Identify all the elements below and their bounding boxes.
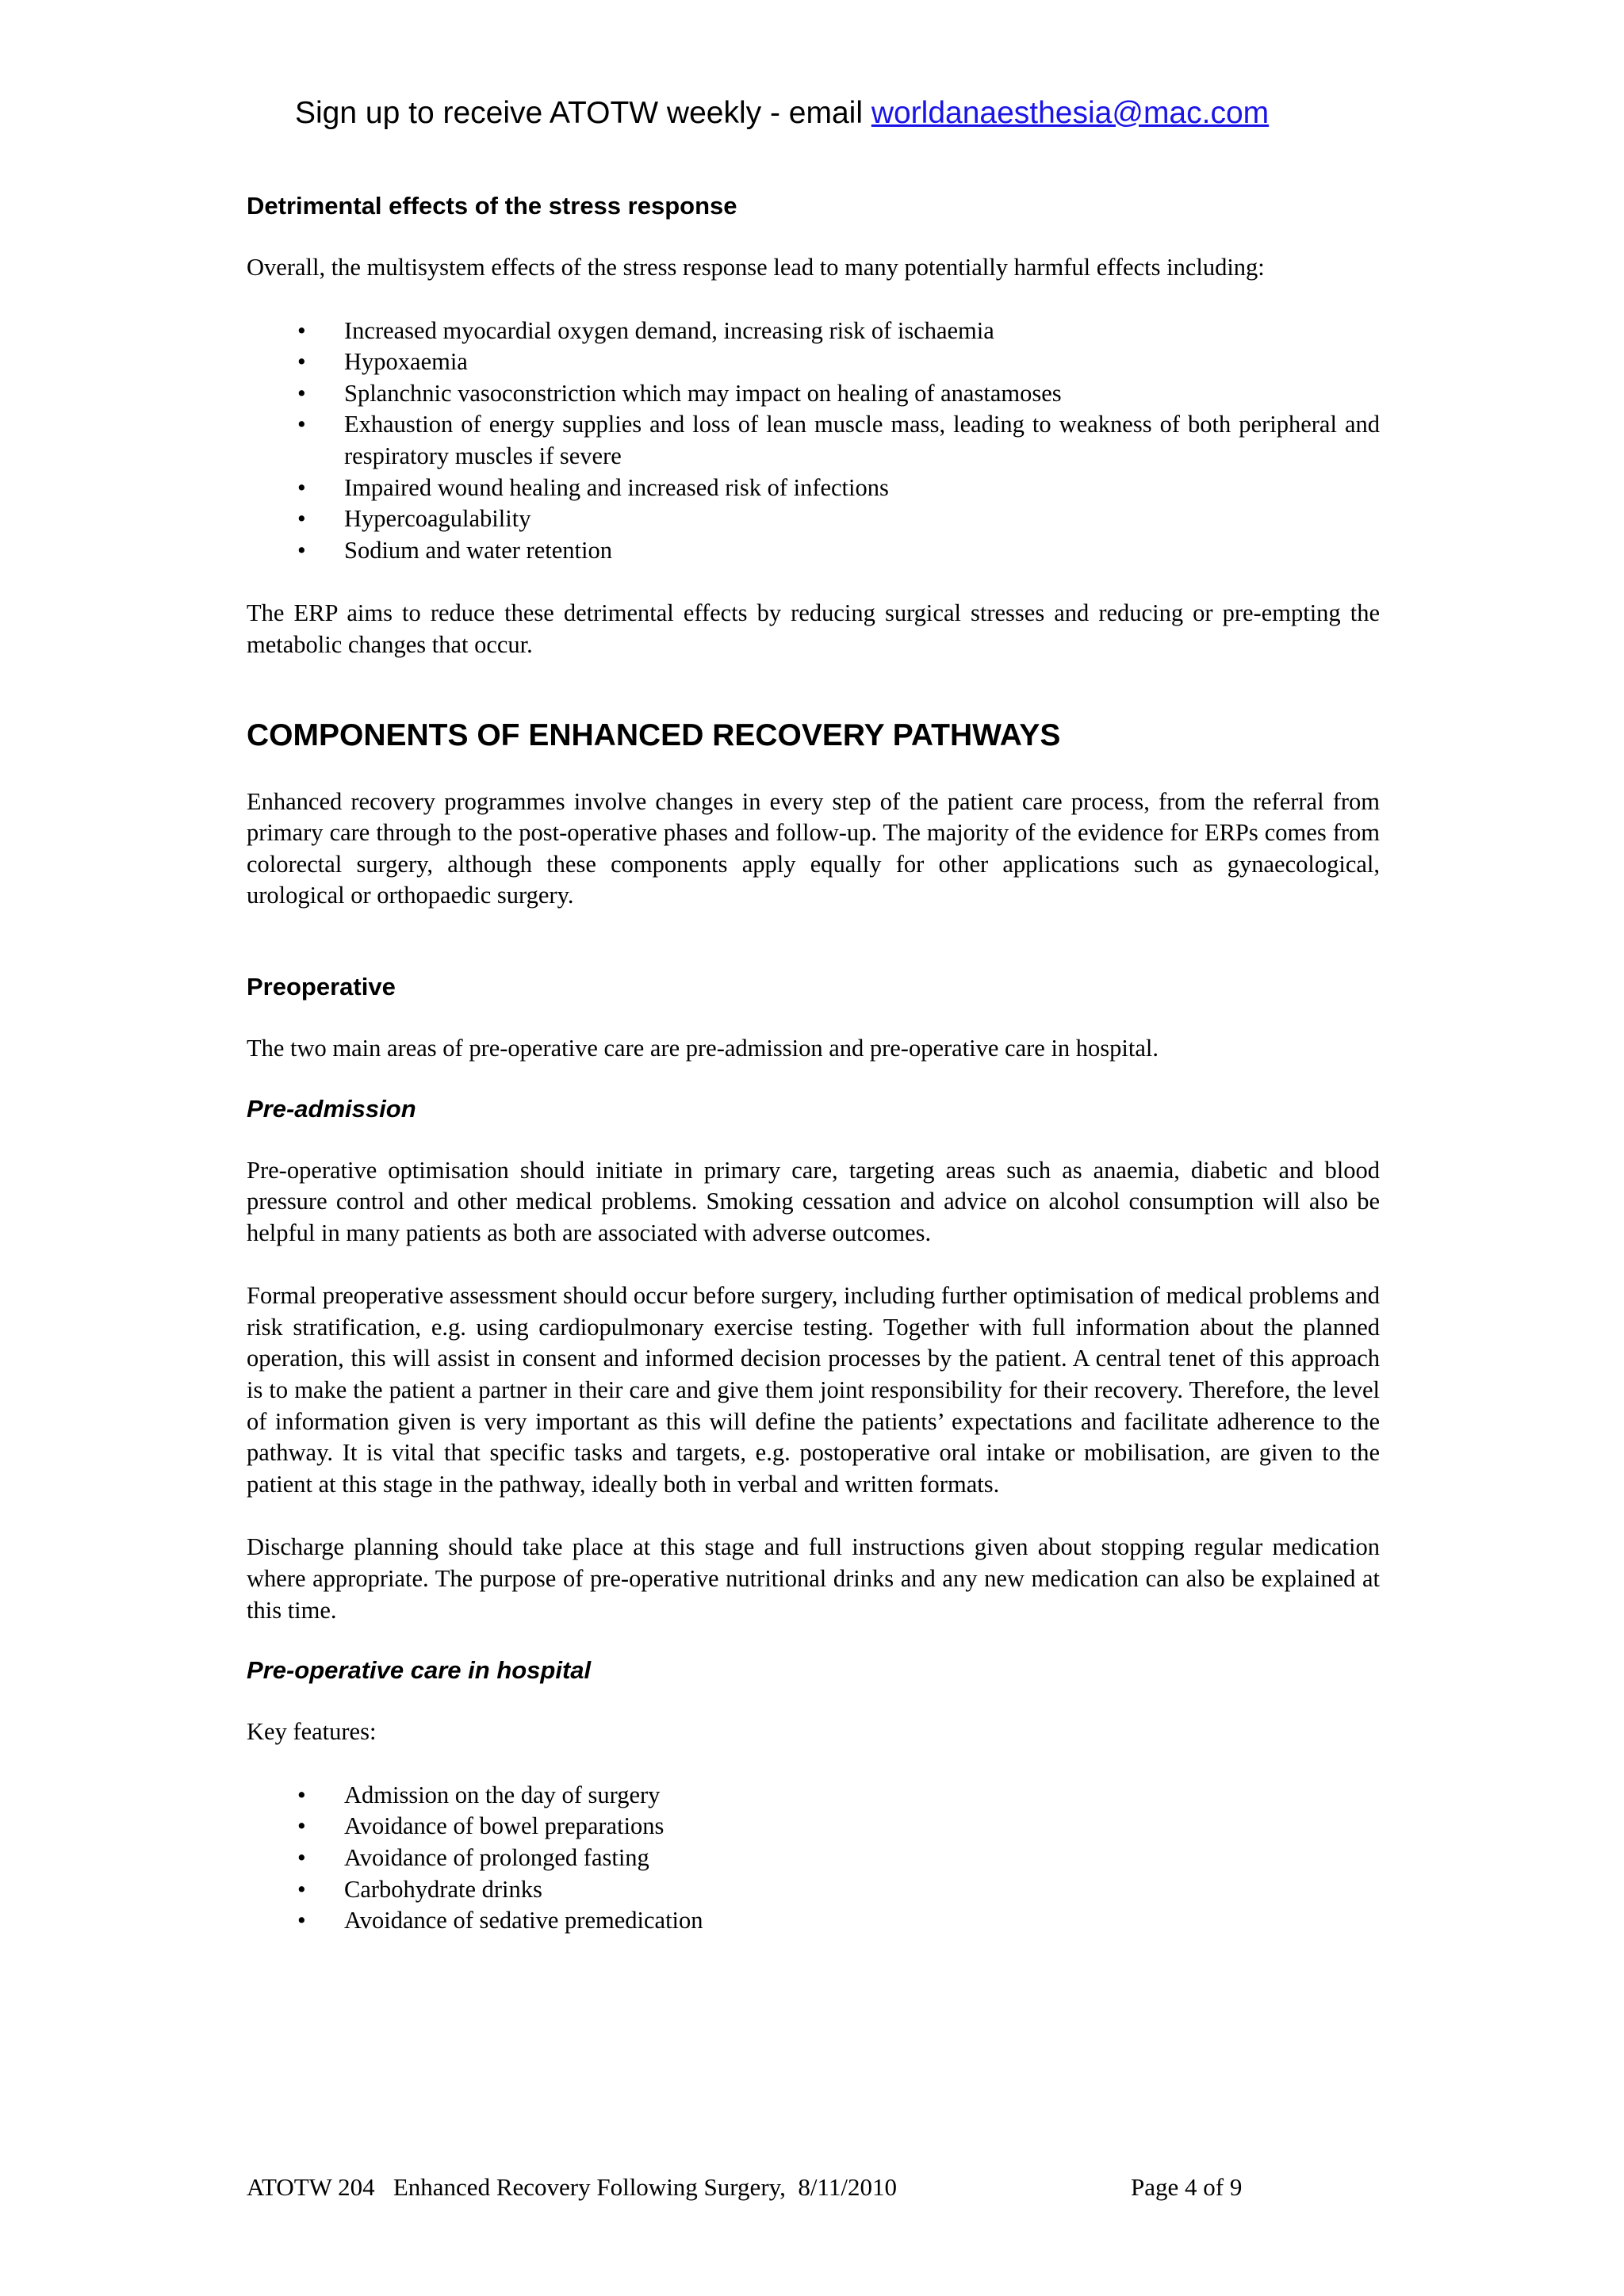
paragraph-preadmission-2: Formal preoperative assessment should occur before surgery, including further optimisation of medical problems and risk stratification, e.g. using cardiopulmonary exercise testing. Together with full information about the planned operation, this will assist in consent and informed decision processes by the patient. A central tenet of this approach is to make the patient a partner in their care and give them joint responsibility for their recovery. Therefore, the level of information given is very important as this will define the patients’ expectations and facilitate adherence to the pathway. It is vital that specific tasks and targets, e.g. postoperative oral intake or mobilisation, are given to the patient at this stage in the pathway, ideally both in verbal and written formats. (247, 1282, 1380, 1498)
footer-document-info: ATOTW 204 Enhanced Recovery Following Surgery, 8/11/2010 (247, 2173, 897, 2201)
heading-detrimental-effects: Detrimental effects of the stress response (247, 192, 737, 220)
list-item: • Avoidance of bowel preparations (247, 1811, 1380, 1843)
list-item: • Carbohydrate drinks (247, 1874, 1380, 1906)
list-detrimental-effects (247, 316, 1380, 567)
list-item: • Hypercoagulability (247, 503, 1380, 535)
bullet-icon: • (297, 1875, 306, 1903)
footer-page-number: Page 4 of 9 (1131, 2173, 1243, 2201)
heading-pre-admission: Pre-admission (247, 1094, 416, 1123)
list-item: • Impaired wound healing and increased risk of infections (247, 473, 1380, 504)
list-key-features (247, 1780, 1380, 1937)
bullet-icon: • (297, 473, 306, 501)
paragraph-key-features: Key features: (247, 1718, 377, 1746)
list-item: • Splanchnic vasoconstriction which may impact on healing of anastamoses (247, 378, 1380, 410)
bullet-icon: • (297, 348, 306, 376)
bullet-icon: • (297, 411, 306, 438)
list-item: • Admission on the day of surgery (247, 1780, 1380, 1812)
list-item: • Avoidance of prolonged fasting (247, 1843, 1380, 1874)
bullet-icon: • (297, 1781, 306, 1808)
paragraph-preadmission-1: Pre-operative optimisation should initiate in primary care, targeting areas such as anaemia, diabetic and blood pressure control and other medical problems. Smoking cessation and advice on alcohol consumption will also be helpful in many patients as both are associated with adverse outcomes. (247, 1156, 1380, 1246)
paragraph-preadmission-3: Discharge planning should take place at this stage and full instructions given about stopping regular medication where appropriate. The purpose of pre-operative nutritional drinks and any new medication can also be explained at this time. (247, 1533, 1380, 1624)
signup-text: Sign up to receive ATOTW weekly - email (295, 96, 871, 130)
paragraph-preoperative-intro: The two main areas of pre-operative care are pre-admission and pre-operative care in hospital. (247, 1034, 1159, 1062)
paragraph-detrimental-intro: Overall, the multisystem effects of the stress response lead to many potentially harmful effects including: (247, 254, 1265, 281)
list-item: • Sodium and water retention (247, 535, 1380, 567)
bullet-icon: • (297, 536, 306, 564)
bullet-icon: • (297, 1844, 306, 1871)
heading-components: COMPONENTS OF ENHANCED RECOVERY PATHWAYS (247, 718, 1061, 752)
bullet-icon: • (297, 505, 306, 533)
heading-preop-care-hospital: Pre-operative care in hospital (247, 1656, 592, 1685)
list-item: • Increased myocardial oxygen demand, increasing risk of ischaemia (247, 316, 1380, 347)
signup-banner (295, 94, 1269, 133)
bullet-icon: • (297, 1907, 306, 1934)
bullet-icon: • (297, 1812, 306, 1840)
bullet-icon: • (297, 316, 306, 344)
bullet-icon: • (297, 379, 306, 407)
heading-preoperative: Preoperative (247, 972, 396, 1001)
email-link[interactable]: worldanaesthesia@mac.com (871, 96, 1270, 130)
paragraph-erp-aims: The ERP aims to reduce these detrimental effects by reducing surgical stresses and reducing or pre-empting the metabolic changes that occur. (247, 599, 1380, 658)
list-item: • Exhaustion of energy supplies and loss of lean muscle mass, leading to weakness of both peripheral and respiratory muscles if severe (297, 411, 1380, 469)
list-item: • Avoidance of sedative premedication (247, 1905, 1380, 1937)
list-item: • Hypoxaemia (247, 346, 1380, 378)
paragraph-components-body: Enhanced recovery programmes involve changes in every step of the patient care process, from the referral from primary care through to the post-operative phases and follow-up. The majority of the evidence for ERPs comes from colorectal surgery, although these components apply equally for other applications such as gynaecological, urological or orthopaedic surgery. (247, 787, 1380, 909)
main-content (247, 190, 1380, 1937)
